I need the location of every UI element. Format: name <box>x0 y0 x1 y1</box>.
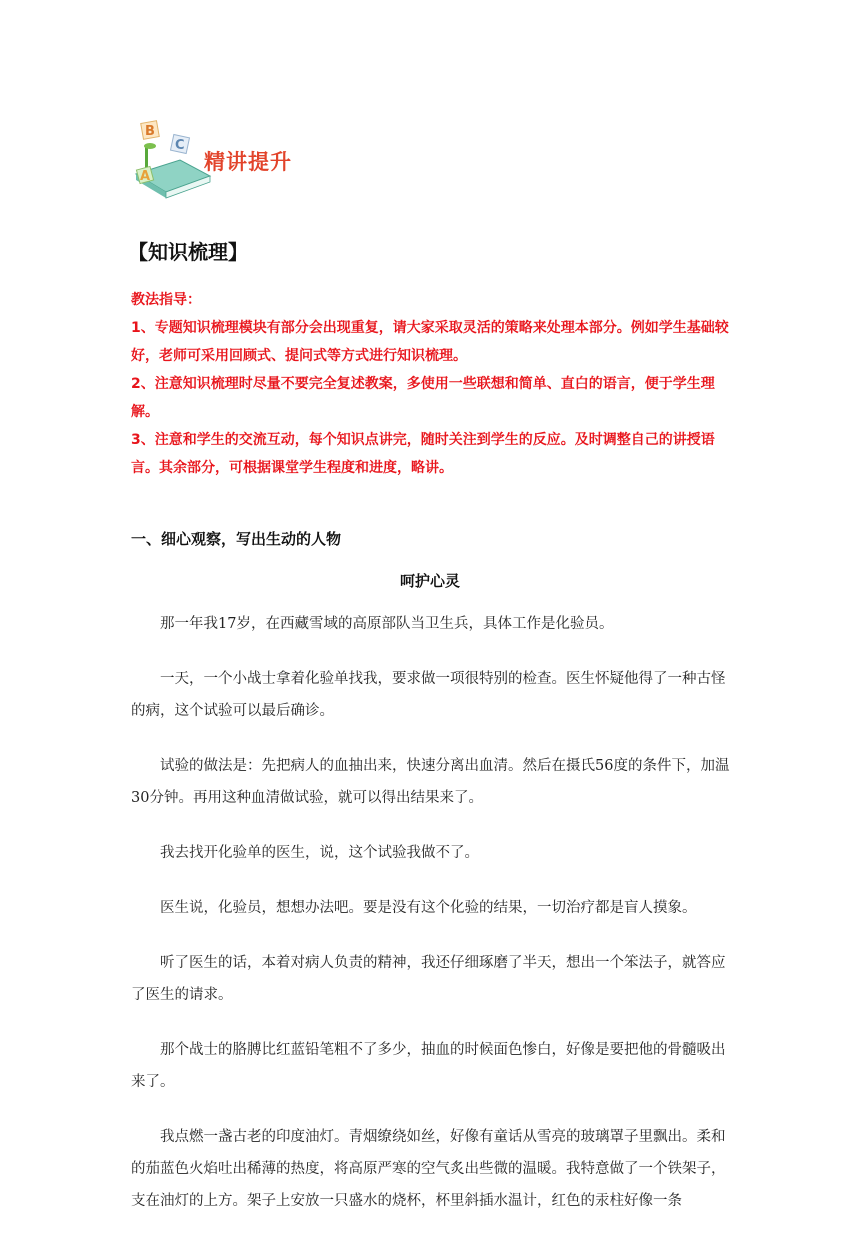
story-title: 呵护心灵 <box>399 572 460 590</box>
sub-heading: 一、细心观察，写出生动的人物 <box>131 530 342 548</box>
teaching-guide <box>131 286 736 482</box>
story-paragraph: 我点燃一盏古老的印度油灯。青烟缭绕如丝，好像有童话从雪亮的玻璃罩子里飘出。柔和的茄蓝色火焰吐出稀薄的热度，将高原严寒的空气炙出些微的温暖。我特意做了一个铁架子，支在油灯的上方。架子上安放一只盛水的烧杯，杯里斜插水温计，红色的汞柱好像一条 <box>131 1129 726 1209</box>
story-paragraph: 我去找开化验单的医生，说，这个试验我做不了。 <box>160 845 479 861</box>
story-paragraph: 听了医生的话，本着对病人负责的精神，我还仔细琢磨了半天，想出一个笨法子，就答应了医生的请求。 <box>131 955 726 1003</box>
story-paragraph: 医生说，化验员，想想办法吧。要是没有这个化验的结果，一切治疗都是盲人摸象。 <box>160 900 697 916</box>
logo-letter-a: A <box>140 169 151 184</box>
logo-letter-c: C <box>175 138 185 153</box>
section-heading: 【知识梳理】 <box>128 240 248 264</box>
story-paragraph: 试验的做法是：先把病人的血抽出来，快速分离出血清。然后在摄氏56度的条件下，加温30分钟。再用这种血清做试验，就可以得出结果来了。 <box>131 758 730 806</box>
teaching-guide-line: 2、注意知识梳理时尽量不要完全复述教案，多使用一些联想和简单、直白的语言，便于学生理解。 <box>131 376 715 420</box>
story-paragraph: 那个战士的胳膊比红蓝铅笔粗不了多少，抽血的时候面色惨白，好像是要把他的骨髓吸出来了。 <box>131 1042 726 1090</box>
story-paragraph: 那一年我17岁，在西藏雪域的高原部队当卫生兵，具体工作是化验员。 <box>160 616 614 632</box>
story-body <box>131 608 737 1240</box>
teaching-guide-line: 3、注意和学生的交流互动，每个知识点讲完，随时关注到学生的反应。及时调整自己的讲授语言。其余部分，可根据课堂学生程度和进度，略讲。 <box>131 432 715 476</box>
logo-title: 精讲提升 <box>204 150 292 174</box>
teaching-guide-label: 教法指导： <box>131 292 201 308</box>
teaching-guide-line: 1、专题知识梳理模块有部分会出现重复，请大家采取灵活的策略来处理本部分。例如学生基础较好，老师可采用回顾式、提问式等方式进行知识梳理。 <box>131 320 729 364</box>
story-paragraph: 一天，一个小战士拿着化验单找我，要求做一项很特别的检查。医生怀疑他得了一种古怪的病，这个试验可以最后确诊。 <box>131 671 726 719</box>
logo-letter-b: B <box>145 124 155 139</box>
